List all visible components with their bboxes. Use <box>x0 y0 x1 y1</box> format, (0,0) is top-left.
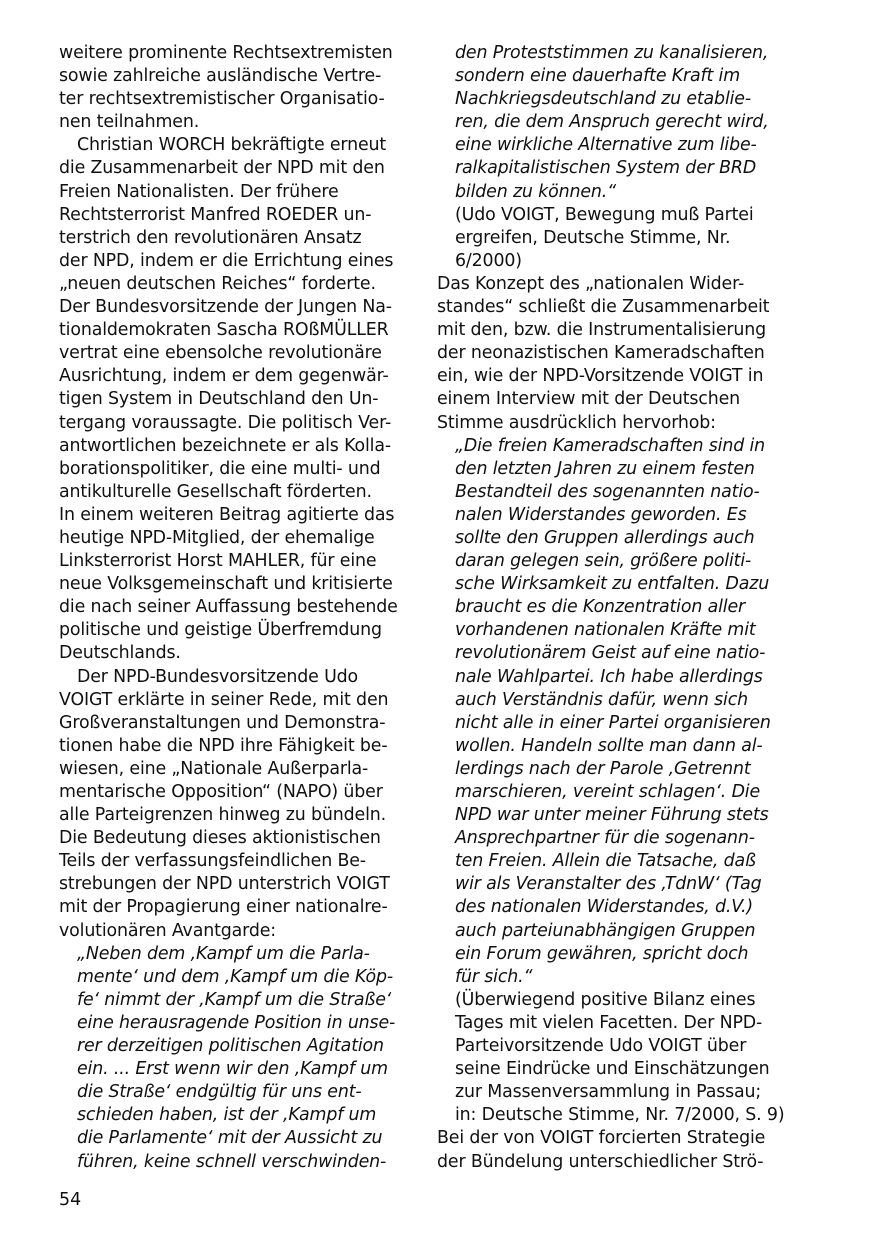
quote-line: eine wirkliche Alternative zum libe- <box>455 135 757 156</box>
quote-line: für sich.“ <box>455 966 533 987</box>
text-line: ter rechtsextremistischer Organisatio- <box>59 89 385 110</box>
quote-line: „Die freien Kameradschaften sind in <box>455 435 766 456</box>
page-number: 54 <box>59 1190 82 1210</box>
quote-line: lerdings nach der Parole ‚Getrennt <box>455 758 751 779</box>
right-column <box>437 42 797 1174</box>
text-line: mit den, bzw. die Instrumentalisierung <box>437 320 767 341</box>
text-line: Tages mit vielen Facetten. Der NPD- <box>455 1012 763 1033</box>
quote-line: ten Freien. Allein die Tatsache, daß <box>455 851 756 872</box>
quote-line: marschieren, vereint schlagen‘. Die <box>455 782 761 802</box>
text-line: Parteivorsitzende Udo VOIGT über <box>455 1036 747 1057</box>
quote-line: fe‘ nimmt der ‚Kampf um die Straße‘ <box>77 989 392 1010</box>
text-line: zur Massenversammlung in Passau; <box>455 1082 762 1103</box>
text-line: die nach seiner Auffassung bestehende <box>59 597 398 618</box>
quote-line: des nationalen Widerstandes, d.V.) <box>455 897 754 918</box>
quote-line: NPD war unter meiner Führung stets <box>455 805 769 826</box>
quote-line: die Straße‘ endgültig für uns ent- <box>77 1082 362 1103</box>
quote-line: ralkapitalistischen System der BRD <box>455 158 757 179</box>
quote-line: wollen. Handeln sollte man dann al- <box>455 735 763 756</box>
text-line: wiesen, eine „Nationale Außerparla- <box>59 758 369 779</box>
text-line: Teils der verfassungsfeindlichen Be- <box>59 851 366 872</box>
text-line: politische und geistige Überfremdung <box>59 620 382 641</box>
text-line: Freien Nationalisten. Der frühere <box>59 181 339 202</box>
text-line: Stimme ausdrücklich hervorhob: <box>437 412 716 433</box>
quote-line: den letzten Jahren zu einem festen <box>455 458 755 479</box>
quote-line: führen, keine schnell verschwinden- <box>77 1151 387 1172</box>
text-line: in: Deutsche Stimme, Nr. 7/2000, S. 9) <box>455 1105 785 1126</box>
quote-line: Bestandteil des sogenannten natio- <box>455 481 760 502</box>
text-line: Christian WORCH bekräftigte erneut <box>77 135 387 156</box>
text-line: sowie zahlreiche ausländische Vertre- <box>59 66 382 87</box>
text-line: antwortlichen bezeichnete er als Kolla- <box>59 435 391 456</box>
text-line: In einem weiteren Beitrag agitierte das <box>59 504 395 525</box>
text-line: einem Interview mit der Deutschen <box>437 389 740 410</box>
text-line: (Überwiegend positive Bilanz eines <box>455 989 756 1010</box>
text-line: borationspolitiker, die eine multi- und <box>59 458 381 479</box>
text-line: antikulturelle Gesellschaft förderten. <box>59 481 372 502</box>
text-line: Großveranstaltungen und Demonstra- <box>59 712 386 733</box>
text-line: neue Volksgemeinschaft und kritisierte <box>59 574 393 595</box>
quote-line: eine herausragende Position in unse- <box>77 1012 396 1033</box>
text-line: volutionären Avantgarde: <box>59 920 276 941</box>
text-line: VOIGT erklärte in seiner Rede, mit den <box>59 689 389 710</box>
text-line: ein, wie der NPD-Vorsitzende VOIGT in <box>437 366 764 387</box>
text-line: mentarische Opposition“ (NAPO) über <box>59 782 383 802</box>
text-line: standes“ schließt die Zusammenarbeit <box>437 297 770 318</box>
text-line: Linksterrorist Horst MAHLER, für eine <box>59 551 377 572</box>
left-column <box>59 42 409 1174</box>
quote-line: revolutionärem Geist auf eine natio- <box>455 643 766 664</box>
text-line: alle Parteigrenzen hinweg zu bündeln. <box>59 805 387 826</box>
text-line: tionaldemokraten Sascha ROßMÜLLER <box>59 320 389 341</box>
text-line: Rechtsterrorist Manfred ROEDER un- <box>59 204 372 225</box>
text-line: Ausrichtung, indem er dem gegenwär- <box>59 366 389 387</box>
quote-line: schieden haben, ist der ‚Kampf um <box>77 1105 377 1126</box>
quote-line: nalen Widerstandes geworden. Es <box>455 504 747 525</box>
quote-line: Ansprechpartner für die sogenann- <box>455 828 755 849</box>
text-line: ergreifen, Deutsche Stimme, Nr. <box>455 227 731 248</box>
quote-line: mente‘ und dem ‚Kampf um die Köp- <box>77 966 394 987</box>
text-line: nen teilnahmen. <box>59 112 200 133</box>
quote-line: die Parlamente‘ mit der Aussicht zu <box>77 1128 383 1149</box>
quote-line: bilden zu können.“ <box>455 181 616 202</box>
text-line: Der Bundesvorsitzende der Jungen Na- <box>59 297 392 318</box>
text-line: der Bündelung unterschiedlicher Strö- <box>437 1151 764 1172</box>
quote-line: nicht alle in einer Partei organisieren <box>455 712 771 733</box>
text-line: mit der Propagierung einer nationalre- <box>59 897 388 918</box>
text-line: Deutschlands. <box>59 643 181 664</box>
text-line: seine Eindrücke und Einschätzungen <box>455 1059 770 1080</box>
text-line: Die Bedeutung dieses aktionistischen <box>59 828 381 849</box>
quote-line: „Neben dem ‚Kampf um die Parla- <box>77 943 370 964</box>
quote-line: nale Wahlpartei. Ich habe allerdings <box>455 666 763 687</box>
text-line: der NPD, indem er die Errichtung eines <box>59 250 394 271</box>
quote-line: sondern eine dauerhafte Kraft im <box>455 66 741 87</box>
quote-line: sollte den Gruppen allerdings auch <box>455 527 755 548</box>
quote-line: rer derzeitigen politischen Agitation <box>77 1036 384 1057</box>
text-line: strebungen der NPD unterstrich VOIGT <box>59 874 390 895</box>
quote-line: ein Forum gewähren, spricht doch <box>455 943 749 964</box>
quote-line: den Proteststimmen zu kanalisieren, <box>455 43 769 63</box>
quote-line: wir als Veranstalter des ‚TdnW‘ (Tag <box>455 874 762 895</box>
text-line: Der NPD-Bundesvorsitzende Udo <box>77 666 359 687</box>
text-line: vertrat eine ebensolche revolutionäre <box>59 343 382 364</box>
quote-line: ein. ... Erst wenn wir den ‚Kampf um <box>77 1059 388 1080</box>
text-line: weitere prominente Rechtsextremisten <box>59 43 393 63</box>
text-line: terstrich den revolutionären Ansatz <box>59 227 362 248</box>
text-line: der neonazistischen Kameradschaften <box>437 343 765 364</box>
text-line: „neuen deutschen Reiches“ forderte. <box>59 273 376 294</box>
quote-line: braucht es die Konzentration aller <box>455 597 746 618</box>
text-line: (Udo VOIGT, Bewegung muß Partei <box>455 204 754 225</box>
text-line: tigen System in Deutschland den Un- <box>59 389 379 410</box>
quote-line: Nachkriegsdeutschland zu etablie- <box>455 89 751 110</box>
quote-line: ren, die dem Anspruch gerecht wird, <box>455 112 769 133</box>
quote-line: vorhandenen nationalen Kräfte mit <box>455 620 756 641</box>
text-line: tionen habe die NPD ihre Fähigkeit be- <box>59 735 388 756</box>
text-line: heutige NPD-Mitglied, der ehemalige <box>59 527 375 548</box>
text-line: Das Konzept des „nationalen Wider- <box>437 273 745 294</box>
quote-line: auch Verständnis dafür, wenn sich <box>455 689 749 710</box>
text-line: die Zusammenarbeit der NPD mit den <box>59 158 385 179</box>
quote-line: sche Wirksamkeit zu entfalten. Dazu <box>455 574 770 595</box>
text-line: 6/2000) <box>455 250 522 271</box>
text-line: Bei der von VOIGT forcierten Strategie <box>437 1128 766 1149</box>
quote-line: daran gelegen sein, größere politi- <box>455 551 752 572</box>
quote-line: auch parteiunabhängigen Gruppen <box>455 920 756 941</box>
text-line: tergang voraussagte. Die politisch Ver- <box>59 412 392 433</box>
